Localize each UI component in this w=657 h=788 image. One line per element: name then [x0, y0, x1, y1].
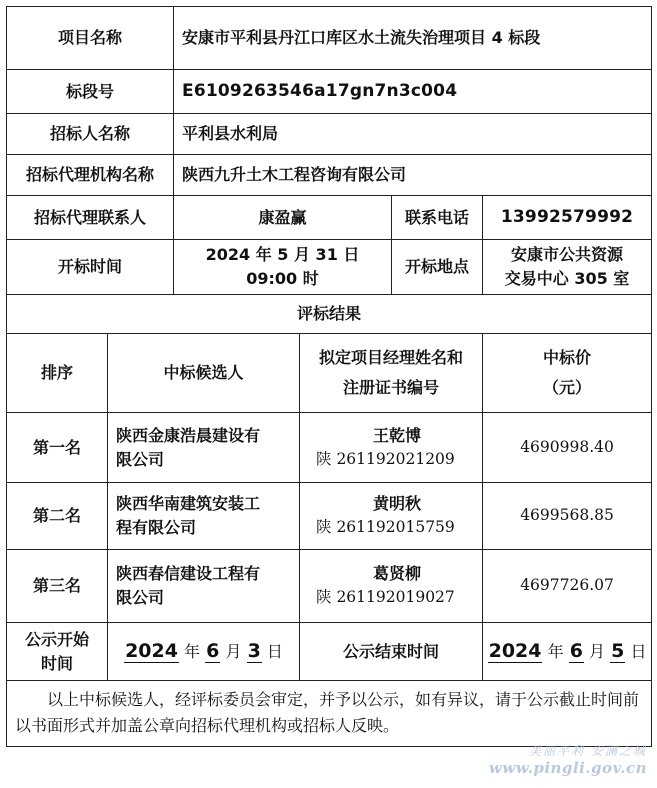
manager-cell: [300, 413, 483, 483]
candidate-line2: 限公司: [116, 449, 165, 469]
start-year: 2024: [125, 640, 178, 663]
row-results-header: [7, 334, 652, 413]
opening-place-value: [483, 240, 652, 295]
opening-time-hour: 09:00 时: [246, 269, 319, 288]
end-month: 6: [569, 640, 583, 663]
price-cell: 4697726.07: [483, 550, 652, 623]
contact-label: 招标代理联系人: [7, 196, 174, 240]
candidate-cell: [108, 550, 300, 623]
section-no-value: E6109263546a17gn7n3c004: [174, 70, 652, 114]
candidate-line1: 陕西春信建设工程有: [116, 564, 261, 583]
row-tenderer: [7, 114, 652, 155]
publicity-note: 以上中标候选人，经评标委员会审定，并予以公示，如有异议，请于公示截止时间前以书面形式并加盖公章向招标代理机构或招标人反映。: [7, 681, 652, 747]
candidate-cell: [108, 413, 300, 483]
manager-cert: 陕 261192021209: [316, 449, 455, 468]
price-cell: 4699568.85: [483, 483, 652, 550]
start-month: 6: [206, 640, 220, 663]
candidate-line2: 程有限公司: [116, 518, 197, 537]
manager-cell: [300, 550, 483, 623]
phone-label: 联系电话: [392, 196, 483, 240]
manager-name: 黄明秋: [373, 494, 422, 514]
end-day-unit: 日: [630, 642, 647, 662]
table-row: [7, 413, 652, 483]
project-name-label: 项目名称: [7, 7, 174, 70]
candidate-line2: 限公司: [116, 588, 165, 607]
results-section-title: 评标结果: [7, 295, 652, 334]
opening-time-date: 2024 年 5 月 31 日: [205, 245, 360, 264]
table-row: [7, 483, 652, 550]
header-price-line1: 中标价: [543, 347, 592, 367]
project-name-value: 安康市平利县丹江口库区水土流失治理项目 4 标段: [174, 7, 652, 70]
header-rank: 排序: [7, 334, 108, 413]
agency-value: 陕西九升土木工程咨询有限公司: [174, 155, 652, 196]
publicity-start-label-line2: 时间: [40, 653, 73, 673]
start-month-unit: 月: [225, 642, 242, 662]
row-publicity: [7, 623, 652, 681]
table-row: [7, 550, 652, 623]
publicity-end-label: 公示结束时间: [300, 623, 483, 681]
opening-place-line1: 安康市公共资源: [511, 245, 624, 264]
publicity-start-label: [7, 623, 108, 681]
row-results-title: [7, 295, 652, 334]
row-section-no: [7, 70, 652, 114]
opening-time-value: [174, 240, 392, 295]
header-candidate: 中标候选人: [108, 334, 300, 413]
site-watermark: [467, 742, 647, 777]
agency-label: 招标代理机构名称: [7, 155, 174, 196]
opening-place-line2: 交易中心 305 室: [504, 269, 630, 288]
phone-value: 13992579992: [483, 196, 652, 240]
opening-place-label: 开标地点: [392, 240, 483, 295]
candidate-cell: [108, 483, 300, 550]
section-no-label: 标段号: [7, 70, 174, 114]
header-manager: [300, 334, 483, 413]
manager-name: 葛贤柳: [373, 564, 422, 584]
end-month-unit: 月: [589, 642, 606, 662]
start-day-unit: 日: [266, 642, 283, 662]
rank-cell: 第二名: [7, 483, 108, 550]
row-project-name: [7, 7, 652, 70]
price-cell: 4690998.40: [483, 413, 652, 483]
manager-name: 王乾博: [373, 425, 422, 445]
header-manager-line1: 拟定项目经理姓名和: [319, 347, 464, 367]
row-contact: [7, 196, 652, 240]
manager-cert: 陕 261192015759: [316, 518, 455, 537]
watermark-url: www.pingli.gov.cn: [488, 759, 647, 777]
watermark-slogan: 美丽平利 安澜之城: [529, 744, 647, 758]
candidate-line1: 陕西华南建筑安装工: [116, 494, 261, 513]
tenderer-value: 平利县水利局: [174, 114, 652, 155]
candidate-line1: 陕西金康浩晨建设有: [116, 425, 261, 445]
rank-cell: 第一名: [7, 413, 108, 483]
header-manager-line2: 注册证书编号: [343, 378, 440, 397]
row-opening: [7, 240, 652, 295]
start-year-unit: 年: [184, 642, 201, 662]
end-year: 2024: [488, 640, 542, 663]
manager-cert: 陕 261192019027: [316, 588, 455, 607]
row-agency: [7, 155, 652, 196]
publicity-end-date: [483, 623, 652, 681]
tenderer-label: 招标人名称: [7, 114, 174, 155]
header-price: [483, 334, 652, 413]
header-price-line2: （元）: [543, 378, 592, 397]
opening-time-label: 开标时间: [7, 240, 174, 295]
end-day: 5: [611, 640, 625, 663]
end-year-unit: 年: [547, 642, 564, 662]
manager-cell: [300, 483, 483, 550]
contact-value: 康盈赢: [174, 196, 392, 240]
bid-result-table: [6, 6, 652, 747]
row-note: [7, 681, 652, 747]
publicity-start-label-line1: 公示开始: [24, 629, 89, 649]
start-day: 3: [247, 640, 261, 663]
rank-cell: 第三名: [7, 550, 108, 623]
publicity-start-date: [108, 623, 300, 681]
